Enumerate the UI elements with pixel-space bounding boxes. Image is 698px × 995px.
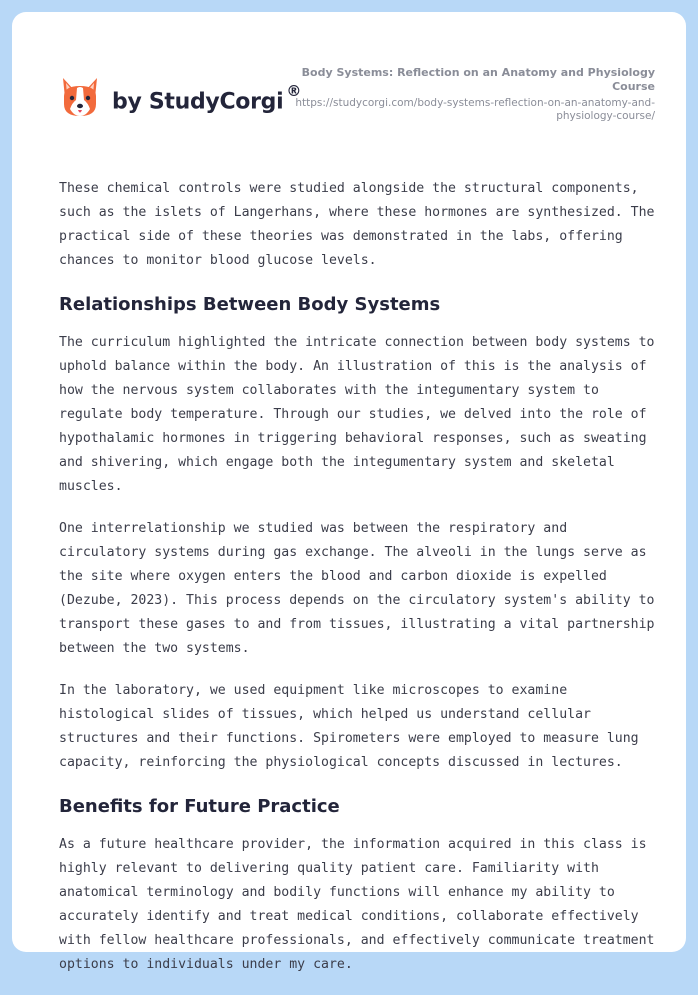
- registered-mark: ®: [286, 81, 302, 100]
- paragraph: In the laboratory, we used equipment like microscopes to examine histological slides of tissues, which helped us understand cellular structures and their functions. Spirometers were employed to measure lung capacity, reinforcing the physiological concepts discussed in lectures.: [59, 683, 639, 770]
- document-url[interactable]: https://studycorgi.com/body-systems-reflection-on-an-anatomy-and-physiology-course/: [295, 97, 655, 122]
- section-heading-relationships: Relationships Between Body Systems: [59, 294, 441, 315]
- corgi-head-logo-icon: [60, 76, 100, 120]
- paragraph: The curriculum highlighted the intricate connection between body systems to uphold balance within the body. An illustration of this is the analysis of how the nervous system collaborates with the integumentary system to regulate body temperature. Through our studies, we delved into the role of hypothalamic hormones in triggering behavioral responses, such as sweating and shivering, which engage both the integumentary system and skeletal muscles.: [59, 335, 655, 494]
- document-page: [12, 12, 686, 972]
- document-title: Body Systems: Reflection on an Anatomy and Physiology Course: [301, 66, 655, 93]
- studycorgi-logo[interactable]: [60, 76, 301, 120]
- document-meta: [295, 66, 655, 123]
- paragraph: As a future healthcare provider, the information acquired in this class is highly relevant to delivering quality patient care. Familiarity with anatomical terminology and bodily functions will enhance my ability to accurately identify and treat medical conditions, collaborate effectively with fellow healthcare professionals, and effectively communicate treatment options to individuals under my care.: [59, 837, 655, 972]
- section-heading-benefits: Benefits for Future Practice: [59, 796, 340, 817]
- document-body: [59, 177, 659, 995]
- page-header: [12, 12, 686, 152]
- intro-paragraph: These chemical controls were studied alongside the structural components, such as the islets of Langerhans, where these hormones are synthesized. The practical side of these theories was demonstrated in the labs, offering chances to monitor blood glucose levels.: [59, 181, 655, 268]
- brand-name: by StudyCorgi ®: [112, 81, 302, 115]
- paragraph: One interrelationship we studied was between the respiratory and circulatory systems during gas exchange. The alveoli in the lungs serve as the site where oxygen enters the blood and carbon dioxide is expelled (Dezube, 2023). This process depends on the circulatory system's ability to transport these gases to and from tissues, illustrating a vital partnership between the two systems.: [59, 521, 655, 656]
